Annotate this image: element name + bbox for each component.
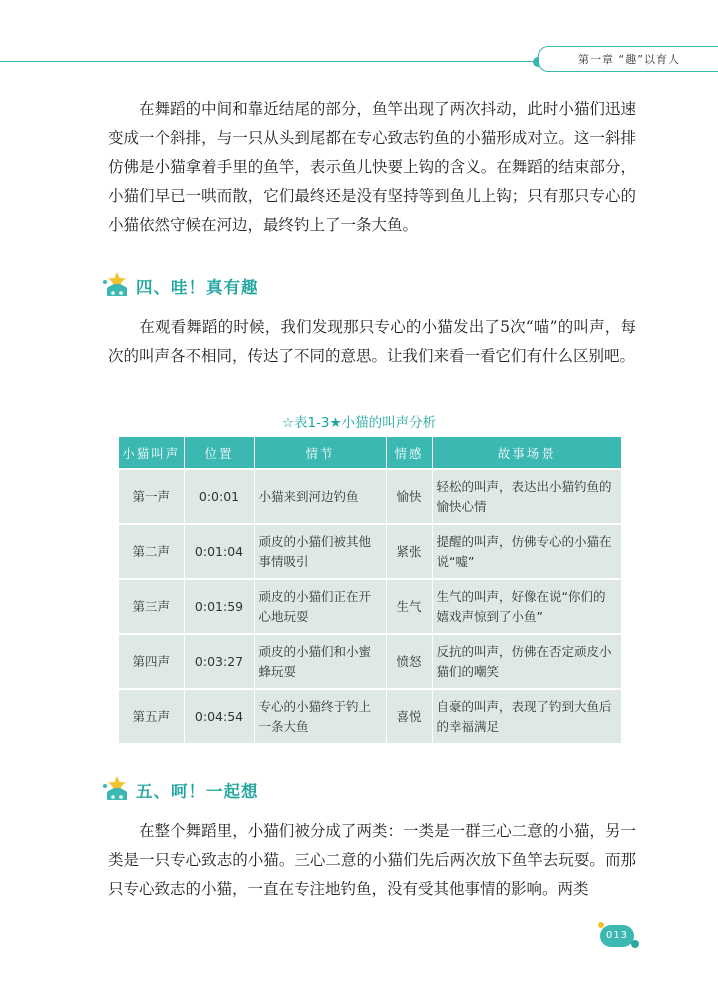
table-caption: ☆表1-3★小猫的叫声分析 xyxy=(281,415,437,431)
star-house-icon xyxy=(102,772,132,802)
page-number: 013 xyxy=(600,925,634,947)
table-cell: 0:03:27 xyxy=(184,634,254,689)
section-title-4-text: 四、哇！真有趣 xyxy=(136,278,259,297)
table-cell: 第一声 xyxy=(119,469,184,524)
star-house-icon xyxy=(102,268,132,298)
table-cell: 小猫来到河边钓鱼 xyxy=(254,469,386,524)
table-cell: 顽皮的小猫们正在开心地玩耍 xyxy=(254,579,386,634)
table-row xyxy=(119,579,621,634)
table-cell: 生气 xyxy=(386,579,432,634)
table-cell: 0:04:54 xyxy=(184,689,254,743)
table-cell: 第三声 xyxy=(119,579,184,634)
chapter-tab xyxy=(538,46,718,72)
table-cell: 0:01:59 xyxy=(184,579,254,634)
table-header-cell: 情节 xyxy=(254,437,386,469)
table-header-row xyxy=(119,437,621,469)
page-number-dot xyxy=(631,940,639,948)
table-row xyxy=(119,524,621,579)
chapter-label: 第一章 “趣”以育人 xyxy=(578,53,680,66)
table-cell: 喜悦 xyxy=(386,689,432,743)
table-cell: 0:01:04 xyxy=(184,524,254,579)
table-header-cell: 位置 xyxy=(184,437,254,469)
table-cell: 提醒的叫声，仿佛专心的小猫在说“嘘” xyxy=(432,524,621,579)
table-cell: 0:0:01 xyxy=(184,469,254,524)
paragraph-3-text: 在整个舞蹈里，小猫们被分成了两类：一类是一群三心二意的小猫，另一类是一只专心致志的小猫。三心二意的小猫们先后两次放下鱼竿去玩耍。而那只专心致志的小猫，一直在专注地钓鱼，没有受其他事情的影响。两类 xyxy=(108,822,636,898)
table-cell: 紧张 xyxy=(386,524,432,579)
table-cell: 愉快 xyxy=(386,469,432,524)
table-cell: 顽皮的小猫们和小蜜蜂玩耍 xyxy=(254,634,386,689)
table-row xyxy=(119,634,621,689)
table-header-cell: 情感 xyxy=(386,437,432,469)
paragraph-1-text: 在舞蹈的中间和靠近结尾的部分，鱼竿出现了两次抖动，此时小猫们迅速变成一个斜排，与一只从头到尾都在专心致志钓鱼的小猫形成对立。这一斜排仿佛是小猫拿着手里的鱼竿，表示鱼儿快要上钩的含义。在舞蹈的结束部分，小猫们早已一哄而散，它们最终还是没有坚持等到鱼儿上钩；只有那只专心的小猫依然守候在河边，最终钓上了一条大鱼。 xyxy=(108,100,636,234)
paragraph-2 xyxy=(108,313,636,371)
paragraph-2-text: 在观看舞蹈的时候，我们发现那只专心的小猫发出了5次“喵”的叫声，每次的叫声各不相同，传达了不同的意思。让我们来看一看它们有什么区别吧。 xyxy=(108,318,636,365)
header-rule xyxy=(0,61,555,62)
table-cell: 轻松的叫声，表达出小猫钓鱼的愉快心情 xyxy=(432,469,621,524)
table-cell: 愤怒 xyxy=(386,634,432,689)
table-cell: 第五声 xyxy=(119,689,184,743)
table-row xyxy=(119,469,621,524)
paragraph-3 xyxy=(108,817,636,904)
table-cell: 专心的小猫终于钓上一条大鱼 xyxy=(254,689,386,743)
table-header-cell: 故事场景 xyxy=(432,437,621,469)
table-header-cell: 小猫叫声 xyxy=(119,437,184,469)
table-cell: 自豪的叫声，表现了钓到大鱼后的幸福满足 xyxy=(432,689,621,743)
section-title-5-text: 五、呵！一起想 xyxy=(136,782,259,801)
table-cell: 生气的叫声，好像在说“你们的嬉戏声惊到了小鱼” xyxy=(432,579,621,634)
table-cell: 第四声 xyxy=(119,634,184,689)
table-cell: 顽皮的小猫们被其他事情吸引 xyxy=(254,524,386,579)
table-cell: 第二声 xyxy=(119,524,184,579)
table-row xyxy=(119,689,621,743)
table-cell: 反抗的叫声，仿佛在否定顽皮小猫们的嘲笑 xyxy=(432,634,621,689)
meow-analysis-table xyxy=(119,437,621,743)
paragraph-1 xyxy=(108,95,636,240)
running-header xyxy=(0,46,718,66)
